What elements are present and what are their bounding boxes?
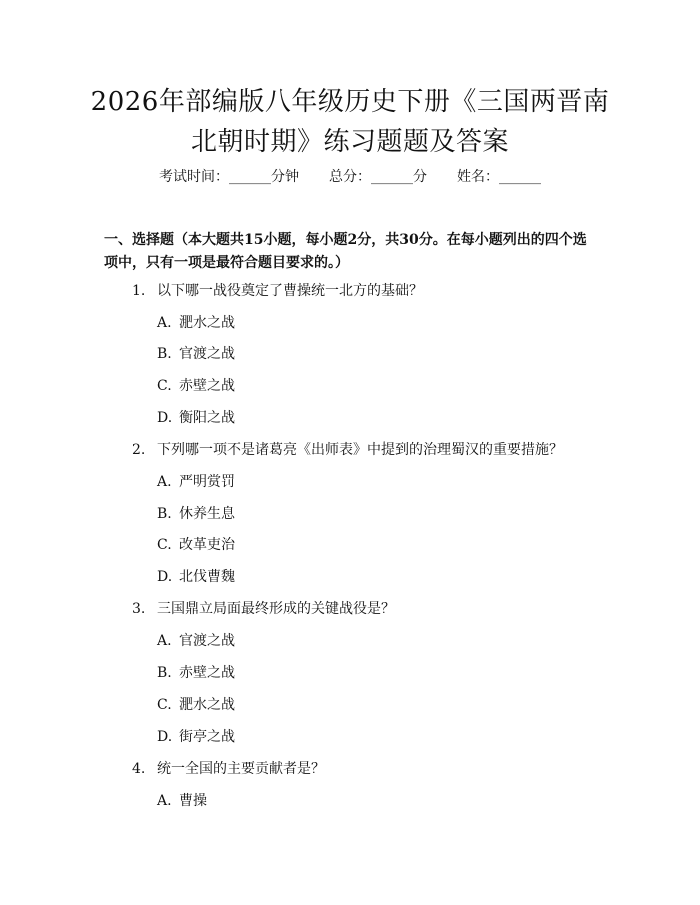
option-letter: A.: [157, 793, 172, 809]
option-item: [157, 344, 235, 364]
option-text: 淝水之战: [179, 697, 235, 713]
option-letter: A.: [157, 474, 172, 490]
question-number: 2.: [132, 442, 146, 458]
option-item: [157, 631, 235, 651]
option-text: 曹操: [179, 793, 207, 809]
option-text: 改革吏治: [179, 537, 235, 553]
option-item: [157, 408, 235, 428]
section-heading-line-2: 项中，只有一项是最符合题目要求的。）: [104, 255, 349, 271]
page-title-line-1: 2026年部编版八年级历史下册《三国两晋南: [90, 87, 610, 117]
question-text: 以下哪一战役奠定了曹操统一北方的基础？: [157, 283, 423, 299]
option-letter: A.: [157, 633, 172, 649]
option-item: [157, 791, 207, 811]
question-number: 4.: [132, 761, 146, 777]
option-letter: D.: [157, 729, 173, 745]
section-heading: [104, 229, 604, 274]
option-text: 严明赏罚: [179, 474, 235, 490]
question-text: 统一全国的主要贡献者是？: [157, 761, 325, 777]
exam-info: [0, 167, 700, 187]
option-text: 官渡之战: [179, 633, 235, 649]
option-text: 休养生息: [179, 506, 235, 522]
option-letter: C.: [157, 378, 172, 394]
option-item: [157, 727, 235, 747]
question-text: 三国鼎立局面最终形成的关键战役是？: [157, 601, 395, 617]
option-item: [157, 695, 235, 715]
option-item: [157, 535, 235, 555]
question-text: 下列哪一项不是诸葛亮《出师表》中提到的治理蜀汉的重要措施？: [157, 442, 563, 458]
option-item: [157, 663, 235, 683]
section-heading-line-1: 一、选择题（本大题共15小题，每小题2分，共30分。在每小题列出的四个选: [104, 232, 587, 248]
option-text: 北伐曹魏: [179, 569, 235, 585]
question-number: 3.: [132, 601, 146, 617]
option-item: [157, 376, 235, 396]
option-text: 街亭之战: [179, 729, 235, 745]
option-letter: C.: [157, 537, 172, 553]
option-item: [157, 472, 235, 492]
option-text: 赤壁之战: [179, 378, 235, 394]
option-letter: D.: [157, 569, 173, 585]
option-text: 淝水之战: [179, 315, 235, 331]
question-number: 1.: [132, 283, 146, 299]
option-text: 官渡之战: [179, 346, 235, 362]
option-letter: A.: [157, 315, 172, 331]
option-text: 衡阳之战: [179, 410, 235, 426]
option-item: [157, 504, 235, 524]
page-title-line-2: 北朝时期》练习题题及答案: [190, 127, 509, 157]
option-letter: B.: [157, 665, 172, 681]
option-letter: C.: [157, 697, 172, 713]
option-letter: B.: [157, 346, 172, 362]
option-item: [157, 313, 235, 333]
exam-score-field: 总分：______分: [329, 169, 427, 185]
option-letter: D.: [157, 410, 173, 426]
exam-name-field: 姓名：______: [457, 169, 541, 185]
option-item: [157, 567, 235, 587]
option-letter: B.: [157, 506, 172, 522]
exam-time-field: 考试时间：______分钟: [159, 169, 299, 185]
option-text: 赤壁之战: [179, 665, 235, 681]
